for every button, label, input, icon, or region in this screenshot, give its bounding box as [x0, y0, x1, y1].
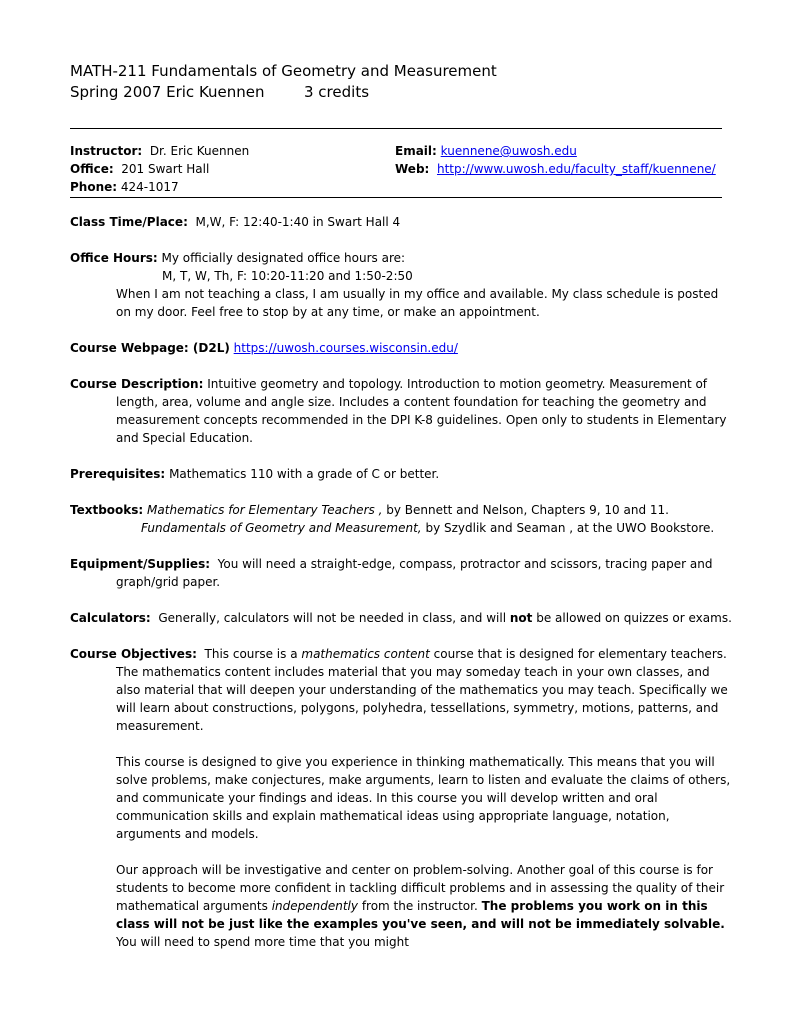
phone-value: 424-1017 — [120, 180, 179, 194]
instructor-label: Instructor: — [70, 144, 143, 158]
equipment-label: Equipment/Supplies: — [70, 557, 211, 571]
webpage-section — [70, 339, 735, 357]
objectives-p3-bold: The problems you work on in this class will not be just like the examples you've seen, and will not be immediately solvable. — [116, 899, 725, 931]
equipment-text: You will need a straight-edge, compass, protractor and scissors, tracing paper and graph/grid paper. — [116, 557, 713, 589]
course-title: MATH-211 Fundamentals of Geometry and Measurement — [70, 62, 497, 80]
book1-title: Mathematics for Elementary Teachers , — [147, 503, 383, 517]
office-value: 201 Swart Hall — [121, 162, 210, 176]
term-and-instructor: Spring 2007 Eric Kuennen — [70, 83, 265, 101]
phone-label: Phone: — [70, 180, 118, 194]
d2l-link[interactable]: https://uwosh.courses.wisconsin.edu/ — [233, 341, 458, 355]
web-label: Web: — [395, 162, 430, 176]
contact-divider — [70, 197, 722, 198]
calculators-not: not — [509, 611, 533, 625]
web-line — [395, 160, 716, 178]
description-text: Intuitive geometry and topology. Introduction to motion geometry. Measurement of length, area, volume and angle size. Includes a content foundation for teaching the geometry and measurement concepts recommended in the DPI K-8 guidelines. Open only to students in Elementary and Special Education. — [116, 377, 727, 445]
class-time-text: M,W, F: 12:40-1:40 in Swart Hall 4 — [195, 215, 401, 229]
class-time-section — [70, 213, 735, 231]
phone-line — [70, 178, 179, 196]
calculators-label: Calculators: — [70, 611, 151, 625]
email-line — [395, 142, 577, 160]
description-label: Course Description: — [70, 377, 204, 391]
class-time-label: Class Time/Place: — [70, 215, 188, 229]
book2-title: Fundamentals of Geometry and Measurement, — [141, 521, 422, 535]
objectives-p3-c: You will need to spend more time that you might — [116, 935, 409, 949]
equipment-section — [70, 555, 735, 591]
objectives-section — [70, 645, 735, 951]
email-link[interactable]: kuennene@uwosh.edu — [440, 144, 577, 158]
instructor-value: Dr. Eric Kuennen — [149, 144, 250, 158]
office-label: Office: — [70, 162, 114, 176]
prerequisites-section — [70, 465, 735, 483]
objectives-p1-italic: mathematics content — [301, 647, 430, 661]
office-hours-label: Office Hours: — [70, 251, 158, 265]
textbooks-section — [70, 501, 735, 537]
book1-details: by Bennett and Nelson, Chapters 9, 10 and 11. — [386, 503, 669, 517]
office-hours-times: M, T, W, Th, F: 10:20-11:20 and 1:50-2:50 — [162, 269, 413, 283]
objectives-p3-italic: independently — [271, 899, 358, 913]
web-link[interactable]: http://www.uwosh.edu/faculty_staff/kuennene/ — [436, 162, 716, 176]
instructor-line — [70, 142, 249, 160]
textbooks-label: Textbooks: — [70, 503, 144, 517]
objectives-label: Course Objectives: — [70, 647, 197, 661]
top-divider — [70, 128, 722, 129]
description-section — [70, 375, 735, 447]
objectives-p1-b: course that is designed for elementary teachers. The mathematics content includes material that you may someday teach in your own classes, and also material that will deepen your understanding of the mathematics you may teach. Specifically we will learn about constructions, polygons, polyhedra, tessellations, symmetry, motions, patterns, and measurement. — [116, 647, 728, 733]
credits: 3 credits — [304, 83, 370, 101]
objectives-p3 — [70, 861, 735, 951]
office-hours-intro: My officially designated office hours are: — [161, 251, 406, 265]
book2-details: by Szydlik and Seaman , at the UWO Bookstore. — [425, 521, 715, 535]
course-term-line — [70, 82, 370, 102]
office-hours-note: When I am not teaching a class, I am usually in my office and available. My class schedule is posted on my door. Feel free to stop by at any time, or make an appointment. — [116, 287, 719, 319]
calculators-text-a: Generally, calculators will not be needed in class, and will — [158, 611, 507, 625]
objectives-p3-a: Our approach will be investigative and center on problem-solving. Another goal of this course is for students to become more confident in tackling difficult problems and in assessing the quality of their mathematical arguments — [116, 863, 725, 913]
prerequisites-label: Prerequisites: — [70, 467, 166, 481]
objectives-p3-b: from the instructor. — [361, 899, 478, 913]
office-hours-section — [70, 249, 735, 321]
email-label: Email: — [395, 144, 437, 158]
office-line — [70, 160, 209, 178]
webpage-label: Course Webpage: (D2L) — [70, 341, 230, 355]
objectives-p2: This course is designed to give you experience in thinking mathematically. This means that you will solve problems, make conjectures, make arguments, learn to listen and evaluate the claims of others, and communicate your findings and ideas. In this course you will develop written and oral communication skills and explain mathematical ideas using appropriate language, notation, arguments and models. — [116, 755, 731, 841]
calculators-section — [70, 609, 735, 627]
prerequisites-text: Mathematics 110 with a grade of C or better. — [169, 467, 440, 481]
objectives-p1-a: This course is a — [204, 647, 298, 661]
calculators-text-b: be allowed on quizzes or exams. — [536, 611, 732, 625]
